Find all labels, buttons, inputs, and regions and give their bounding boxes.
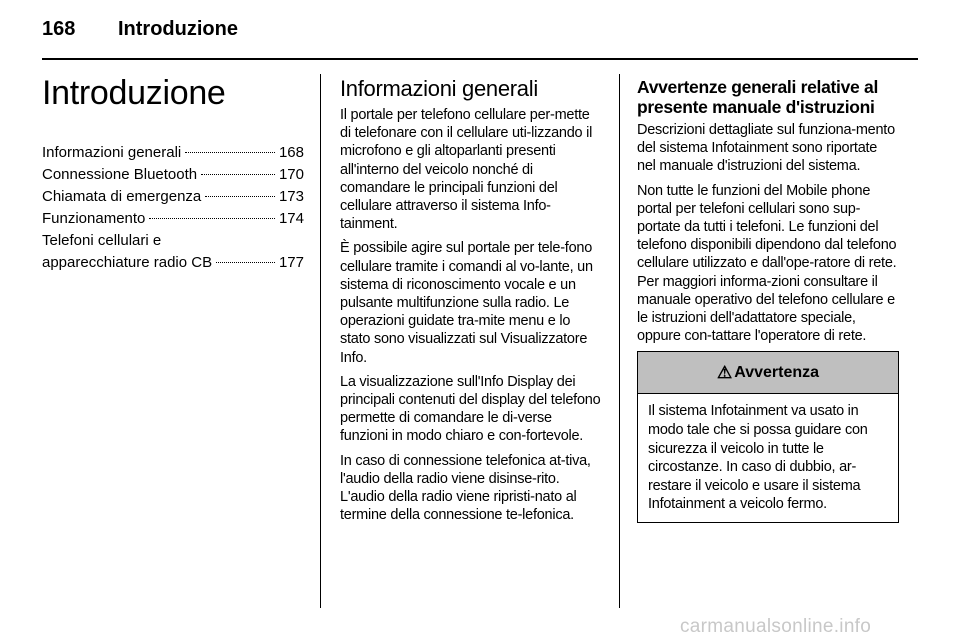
toc-entry-title: Informazioni generali bbox=[42, 144, 182, 161]
running-title: Introduzione bbox=[118, 18, 238, 40]
toc-entry-page: 170 bbox=[278, 166, 304, 183]
warning-heading: Avvertenza bbox=[734, 363, 820, 381]
toc-entry-title: Chiamata di emergenza bbox=[42, 188, 202, 205]
toc-column bbox=[42, 72, 304, 274]
toc-entry[interactable] bbox=[42, 142, 304, 164]
column-divider-left bbox=[320, 74, 321, 608]
body-paragraph: Non tutte le funzioni del Mobile phone portal per telefoni cellulari sono sup-portate da tutti i telefoni. Le funzioni del telefono disponibili dipendono dal telefono cellulare utilizzato e dall'ope-ratore di rete. Per maggiori informa-zioni consultare il manuale operativo del telefono cellulare e le istruzioni dell'adattatore speciale, oppure con-tattare l'operatore di rete. bbox=[637, 182, 897, 345]
header-rule bbox=[42, 58, 918, 60]
chapter-title: Introduzione bbox=[42, 74, 226, 112]
warning-triangle-icon: ⚠ bbox=[716, 362, 733, 382]
toc-entry-title-line2: apparecchiature radio CB bbox=[42, 254, 213, 271]
warning-text: Il sistema Infotainment va usato in modo tale che si possa guidare con sicurezza il veicolo in tutte le circostanze. In caso di dubbio, ar-restare il veicolo e usare il sistema Infotainment a veicolo fermo. bbox=[648, 403, 868, 513]
body-paragraph: In caso di connessione telefonica at-tiva, l'audio della radio viene disinse-rito. L'audio della radio viene ripristi-nato al termine della connessione te-lefonica. bbox=[340, 452, 591, 524]
watermark: carmanualsonline.info bbox=[680, 616, 872, 637]
body-paragraph: La visualizzazione sull'Info Display dei principali contenuti del display del telefono permette di comandare le di-verse funzioni in modo chiaro e con-fortevole. bbox=[340, 373, 601, 445]
notes-column bbox=[637, 72, 899, 523]
toc-leader bbox=[185, 152, 275, 153]
toc-entry-page: 168 bbox=[278, 144, 304, 161]
page-number: 168 bbox=[42, 18, 76, 40]
toc-entry-title: Connessione Bluetooth bbox=[42, 166, 198, 183]
toc-entry[interactable] bbox=[42, 208, 304, 230]
body-paragraph: È possibile agire sul portale per tele-fono cellulare tramite i comandi al vo-lante, un sistema di riconoscimento vocale e un pulsante multifunzione sulla radio. Le operazioni guidate tra-mite menu e lo stato sono visualizzati sul Visualizzatore Info. bbox=[340, 240, 593, 366]
toc-entry-page: 173 bbox=[278, 188, 304, 205]
warning-header bbox=[638, 352, 898, 394]
toc-entry-page: 174 bbox=[278, 210, 304, 227]
column-divider-right bbox=[619, 74, 620, 608]
table-of-contents bbox=[42, 142, 304, 274]
toc-entry[interactable] bbox=[42, 164, 304, 186]
toc-entry-title: Funzionamento bbox=[42, 210, 146, 227]
toc-leader bbox=[216, 262, 275, 263]
toc-entry[interactable] bbox=[42, 186, 304, 208]
section-title: Avvertenze generali relative al presente manuale d'istruzioni bbox=[637, 77, 879, 117]
general-info-column bbox=[340, 72, 602, 530]
toc-leader bbox=[149, 218, 275, 219]
section-title: Informazioni generali bbox=[340, 76, 538, 101]
warning-box bbox=[637, 351, 899, 523]
toc-entry-title-line1: Telefoni cellulari e bbox=[42, 232, 162, 249]
body-paragraph: Descrizioni dettagliate sul funziona-mento del sistema Infotainment sono riportate nel manuale d'istruzioni del sistema. bbox=[637, 122, 895, 175]
toc-leader bbox=[201, 174, 275, 175]
toc-entry-page: 177 bbox=[278, 254, 304, 271]
toc-leader bbox=[205, 196, 275, 197]
body-paragraph: Il portale per telefono cellulare per-mette di telefonare con il cellulare uti-lizzando il microfono e gli altoparlanti presenti all'interno del veicolo nonché di comandare le principali funzioni del cellulare attraverso il sistema Info-tainment. bbox=[340, 107, 593, 233]
toc-entry[interactable] bbox=[42, 230, 304, 274]
